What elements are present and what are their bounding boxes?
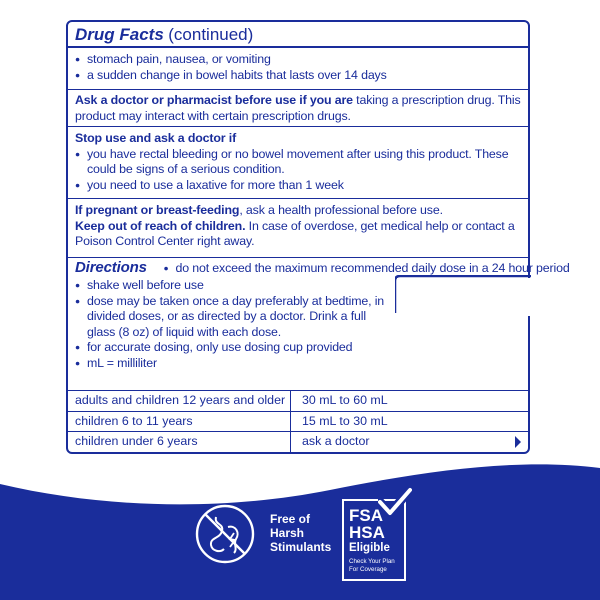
stop-use-item: ● you have rectal bleeding or no bowel movement after using this product. These (75, 147, 521, 163)
directions-item: ● do not exceed the maximum recommended daily dose in a 24 hour period (163, 261, 569, 277)
directions-item: ● mL = milliliter (75, 356, 393, 372)
eligible-text: Eligible (349, 542, 390, 554)
table-row (68, 412, 528, 433)
pregnancy-children-section (68, 199, 528, 258)
warning-item: ● a sudden change in bowel habits that lasts over 14 days (75, 68, 521, 84)
check-plan-text: Check Your Plan (349, 558, 395, 565)
dose-age: adults and children 12 years and older (75, 393, 286, 407)
dose-age: children 6 to 11 years (75, 413, 193, 428)
dose-amount: 15 mL to 30 mL (302, 413, 388, 428)
keep-out-text-2: Poison Control Center right away. (75, 234, 255, 249)
table-row (68, 391, 528, 412)
dose-amount: ask a doctor (302, 434, 370, 449)
claim-line: Free of (270, 512, 311, 526)
dose-age: children under 6 years (75, 434, 198, 449)
directions-item-cont: divided doses, or as directed by a doctor. Drink a full (87, 309, 366, 324)
directions-item: ● shake well before use (75, 278, 393, 294)
hsa-text: HSA (349, 523, 385, 542)
stimulant-free-claim (270, 512, 331, 554)
directions-section (68, 258, 570, 452)
keep-out-text: In case of overdose, get medical help or contact a (245, 218, 515, 233)
drug-facts-panel (66, 20, 570, 454)
stop-use-item-cont: could be signs of a serious condition. (87, 162, 285, 177)
directions-title: Directions (75, 259, 147, 276)
claim-line: Stimulants (270, 540, 332, 554)
keep-out-title: Keep out of reach of children. (75, 218, 246, 233)
stop-use-item: ● you need to use a laxative for more than 1 week (75, 178, 521, 194)
checkmark-icon (378, 487, 412, 517)
pregnant-text: , ask a health professional before use. (239, 203, 443, 217)
ask-doctor-section (68, 90, 528, 127)
directions-item-cont: glass (8 oz) of liquid with each dose. (87, 324, 282, 339)
drug-facts-subtitle: (continued) (168, 25, 254, 44)
directions-item: ● for accurate dosing, only use dosing cup provided (75, 340, 393, 356)
stop-use-section (68, 127, 528, 199)
claim-line: Harsh (270, 526, 305, 540)
drug-facts-header (68, 22, 528, 48)
ask-doctor-text: taking a prescription drug. This (352, 93, 521, 107)
dose-amount: 30 mL to 60 mL (302, 393, 388, 407)
warning-item: ● stomach pain, nausea, or vomiting (75, 52, 521, 68)
drug-facts-title: Drug Facts (75, 25, 164, 44)
fsa-hsa-badge (342, 499, 406, 581)
no-stimulants-icon (194, 503, 256, 565)
coverage-text: For Coverage (349, 566, 387, 573)
ask-doctor-text-2: product may interact with certain prescription drugs. (75, 108, 351, 123)
directions-item: ● dose may be taken once a day preferably at bedtime, in (75, 294, 393, 310)
fsa-text: FSA (349, 506, 383, 525)
pregnant-title: If pregnant or breast-feeding (75, 203, 240, 217)
stop-use-title: Stop use and ask a doctor if (75, 131, 237, 145)
ask-doctor-title: Ask a doctor or pharmacist before use if you are (75, 93, 353, 107)
warnings-continued (68, 48, 528, 90)
